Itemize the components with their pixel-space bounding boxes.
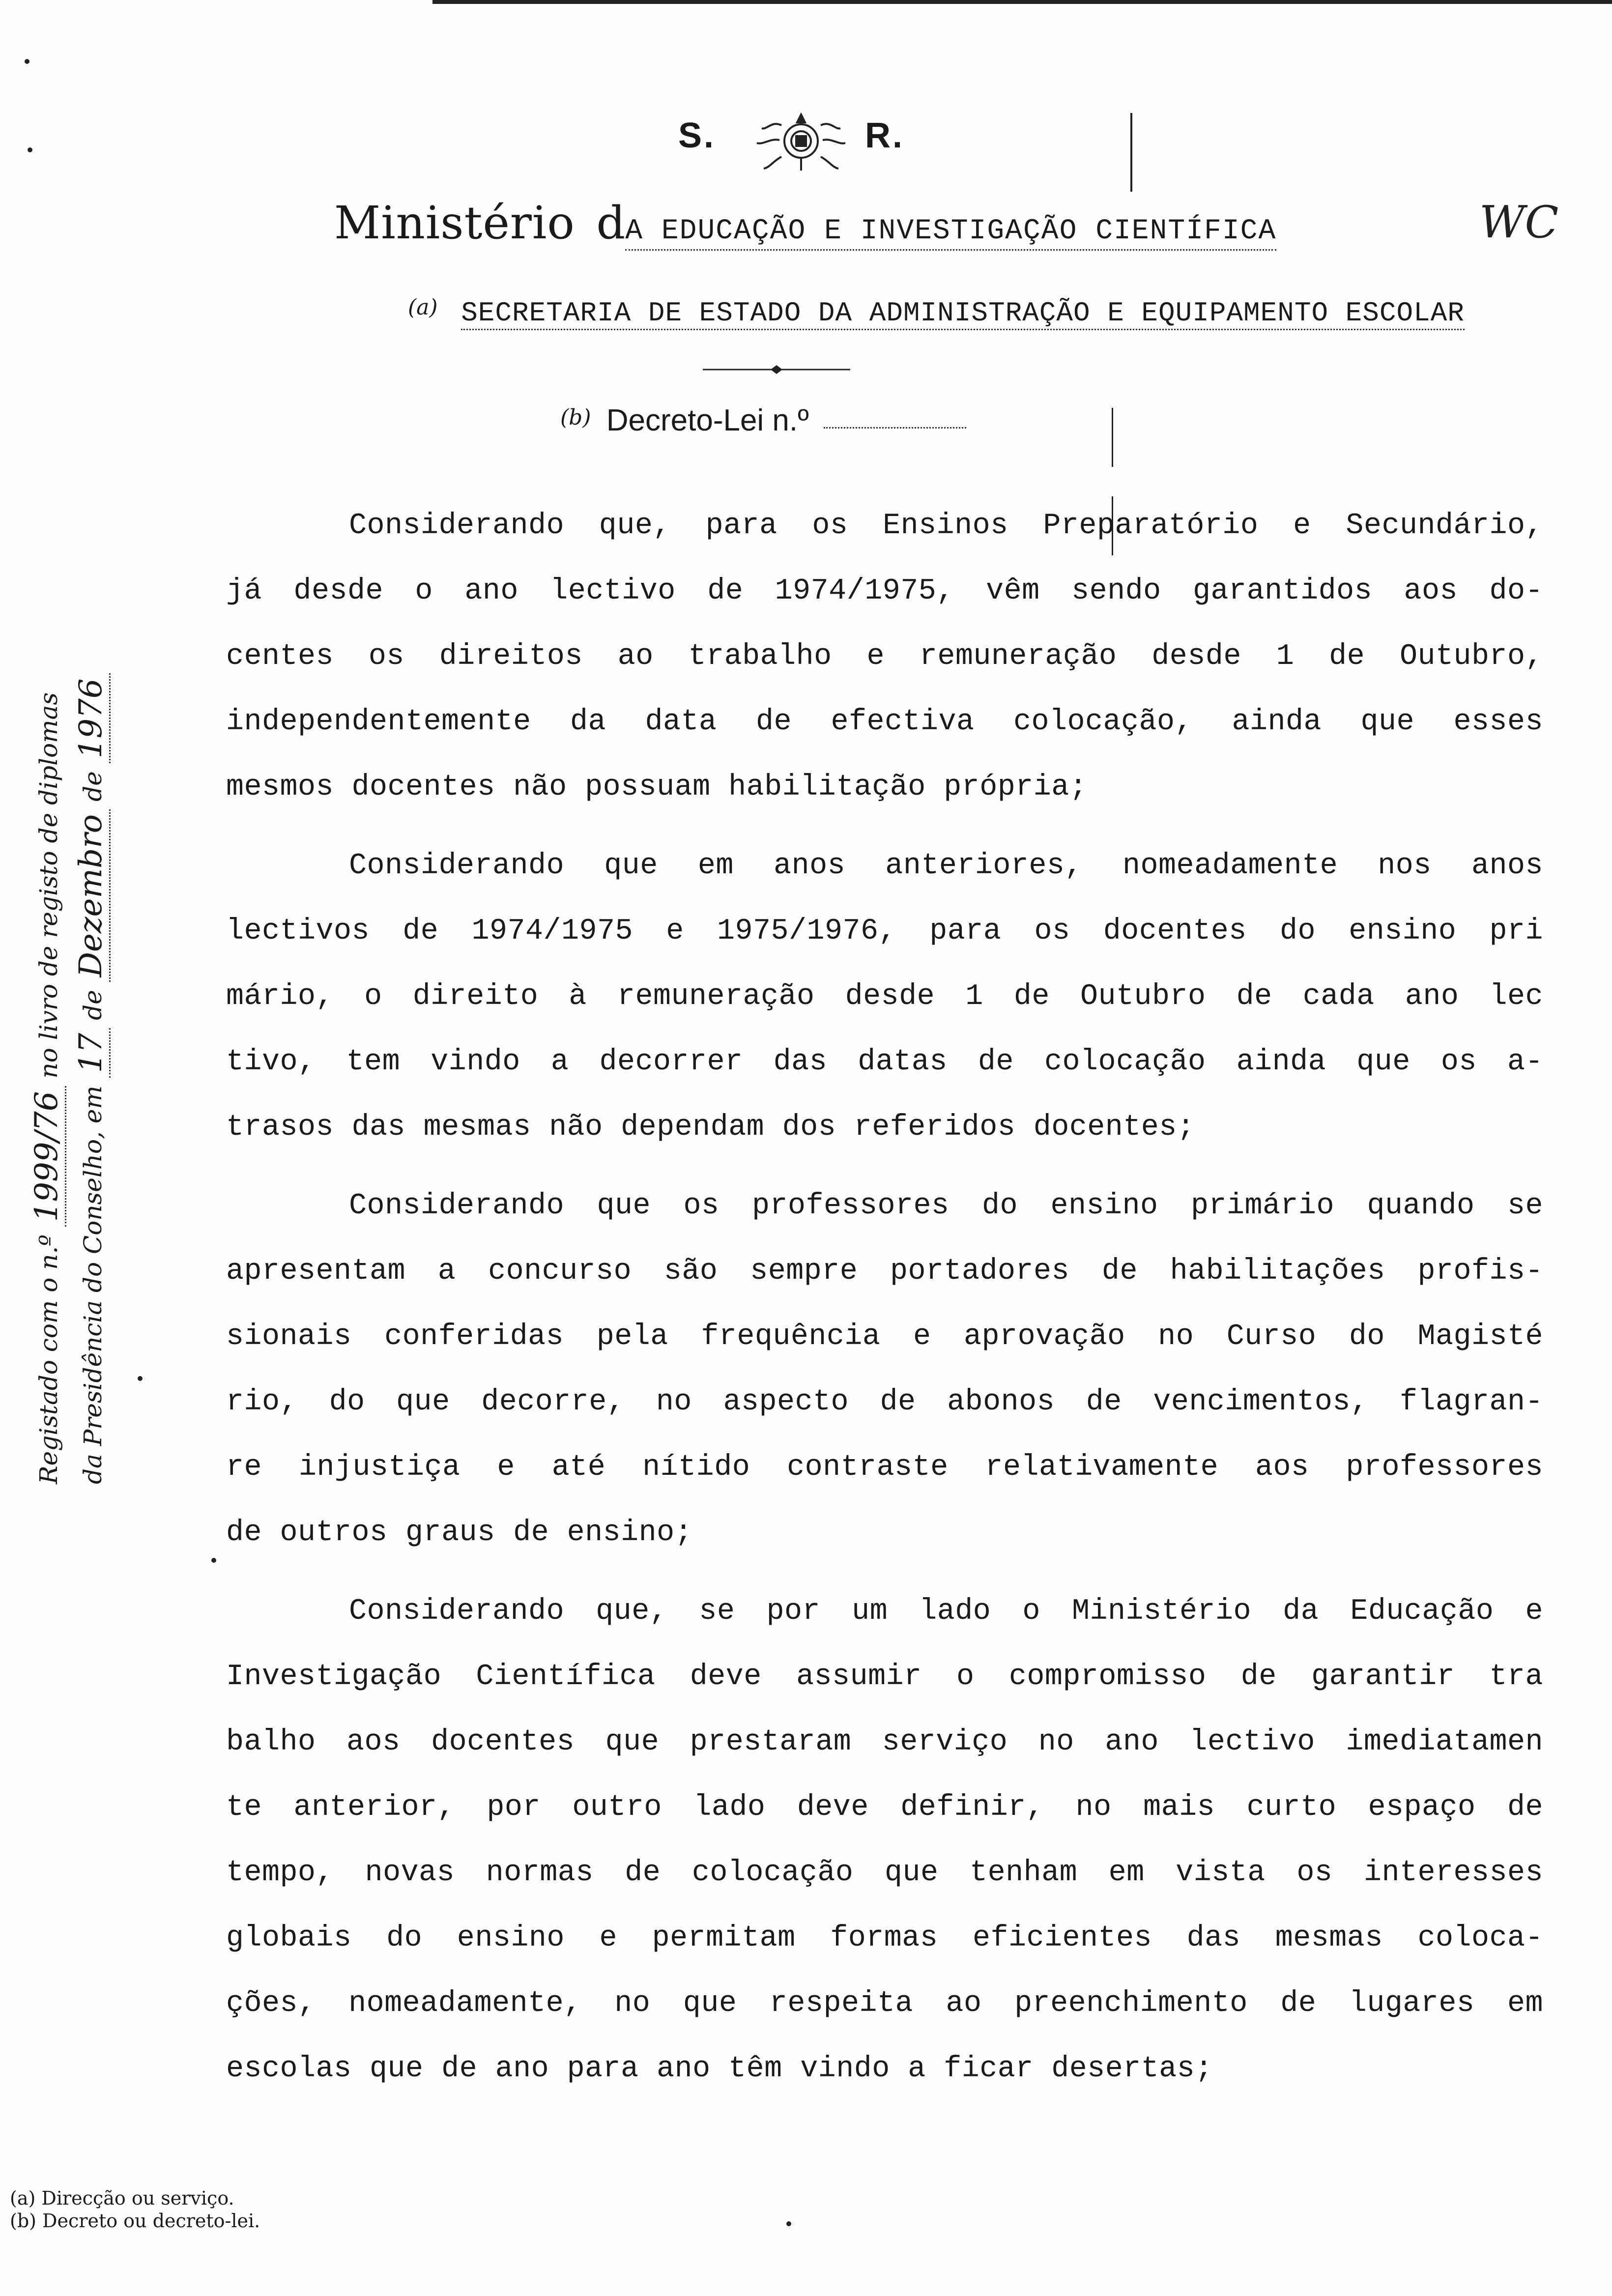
- text-line: balho aos docentes que prestaram serviço no ano lectivo imediatamen: [226, 1725, 1543, 1759]
- text-line: tivo, tem vindo a decorrer das datas de colocação ainda que os a-: [226, 1045, 1543, 1079]
- text-line: re injustiça e até nítido contraste relativamente aos professores: [226, 1451, 1543, 1484]
- ministry-word: Ministério: [334, 197, 575, 249]
- scan-speck: [211, 1558, 216, 1563]
- text-line: escolas que de ano para ano têm vindo a ficar desertas;: [226, 2052, 1213, 2086]
- registration-prefix: Registado com o n.º: [34, 1234, 63, 1484]
- text-line: trasos das mesmas não dependam dos referidos docentes;: [226, 1111, 1195, 1144]
- registration-de-2: de: [79, 771, 107, 802]
- text-line: apresentam a concurso são sempre portadores de habilitações profis-: [226, 1255, 1543, 1288]
- text-line: sionais conferidas pela frequência e aprovação no Curso do Magisté: [226, 1320, 1543, 1353]
- text-line: ções, nomeadamente, no que respeita ao preenchimento de lugares em: [226, 1987, 1543, 2020]
- registration-month: Dezembro: [73, 809, 111, 982]
- text-line: mário, o direito à remuneração desde 1 de Outubro de cada ano lec: [226, 980, 1543, 1013]
- decree-preamble: [226, 511, 1543, 2120]
- text-line: tempo, novas normas de colocação que tenham em vista os interesses: [226, 1856, 1543, 1890]
- registration-line-2: [69, 526, 113, 1484]
- text-line: Considerando que, para os Ensinos Preparatório e Secundário,: [349, 509, 1543, 543]
- footnote-marker-a: (a): [408, 295, 438, 320]
- margin-pen-stroke: [1130, 113, 1132, 192]
- r-letter: R.: [865, 116, 904, 155]
- registration-de-1: de: [79, 990, 107, 1020]
- text-line: Considerando que em anos anteriores, nomeadamente nos anos: [349, 849, 1543, 883]
- text-line: Investigação Científica deve assumir o compromisso de garantir tra: [226, 1660, 1543, 1693]
- text-line: de outros graus de ensino;: [226, 1516, 693, 1550]
- s-letter: S.: [678, 116, 716, 155]
- ministry-title: [334, 197, 1366, 251]
- coat-of-arms-icon: [752, 106, 850, 174]
- registration-year: 1976: [73, 673, 111, 763]
- scan-speck: [786, 2221, 791, 2226]
- registration-stamp: [25, 526, 152, 1484]
- text-line: mesmos docentes não possuam habilitação própria;: [226, 771, 1088, 804]
- footnote-a: (a) Direcção ou serviço.: [10, 2187, 234, 2209]
- text-line: te anterior, por outro lado deve definir, no mais curto espaço de: [226, 1791, 1543, 1824]
- footnote-marker-b: (b): [560, 405, 591, 430]
- decree-number-blank: [824, 427, 966, 429]
- text-line: centes os direitos ao trabalho e remuneração desde 1 de Outubro,: [226, 640, 1543, 673]
- secretaria-name: SECRETARIA DE ESTADO DA ADMINISTRAÇÃO E EQUIPAMENTO ESCOLAR: [461, 297, 1465, 330]
- decree-label: Decreto-Lei n.º: [606, 403, 809, 437]
- text-line: rio, do que decorre, no aspecto de abonos de vencimentos, flagran-: [226, 1385, 1543, 1419]
- top-border-line: [432, 0, 1612, 4]
- text-line: já desde o ano lectivo de 1974/1975, vêm sendo garantidos aos do-: [226, 574, 1543, 608]
- registration-suffix: no livro de registo de diplomas: [34, 692, 63, 1079]
- text-line: Considerando que os professores do ensino primário quando se: [349, 1189, 1543, 1223]
- ornamental-divider: [703, 364, 850, 375]
- text-line: independentemente da data de efectiva colocação, ainda que esses: [226, 705, 1543, 739]
- text-line: globais do ensino e permitam formas eficientes das mesmas coloca-: [226, 1922, 1543, 1955]
- ministry-department: A EDUCAÇÃO E INVESTIGAÇÃO CIENTÍFICA: [625, 215, 1276, 251]
- handwritten-initials: WC: [1479, 197, 1559, 248]
- registration-office: da Presidência do Conselho, em: [79, 1086, 107, 1484]
- footnote-b: (b) Decreto ou decreto-lei.: [10, 2210, 260, 2232]
- decree-number-line: [560, 403, 966, 438]
- secretaria-line: [408, 295, 1538, 329]
- ministry-preposition: d: [596, 197, 626, 249]
- state-seal-header: [678, 106, 934, 170]
- text-line: Considerando que, se por um lado o Ministério da Educação e: [349, 1595, 1543, 1628]
- registration-day: 17: [73, 1028, 111, 1078]
- registration-line-1: [25, 526, 69, 1484]
- scan-speck: [28, 147, 32, 152]
- scan-speck: [25, 59, 29, 64]
- text-line: lectivos de 1974/1975 e 1975/1976, para os docentes do ensino pri: [226, 915, 1543, 948]
- scan-speck: [138, 1376, 143, 1381]
- registration-number: 1999/76: [29, 1086, 66, 1227]
- center-pen-mark: [1112, 408, 1113, 467]
- footnotes: [10, 2187, 260, 2232]
